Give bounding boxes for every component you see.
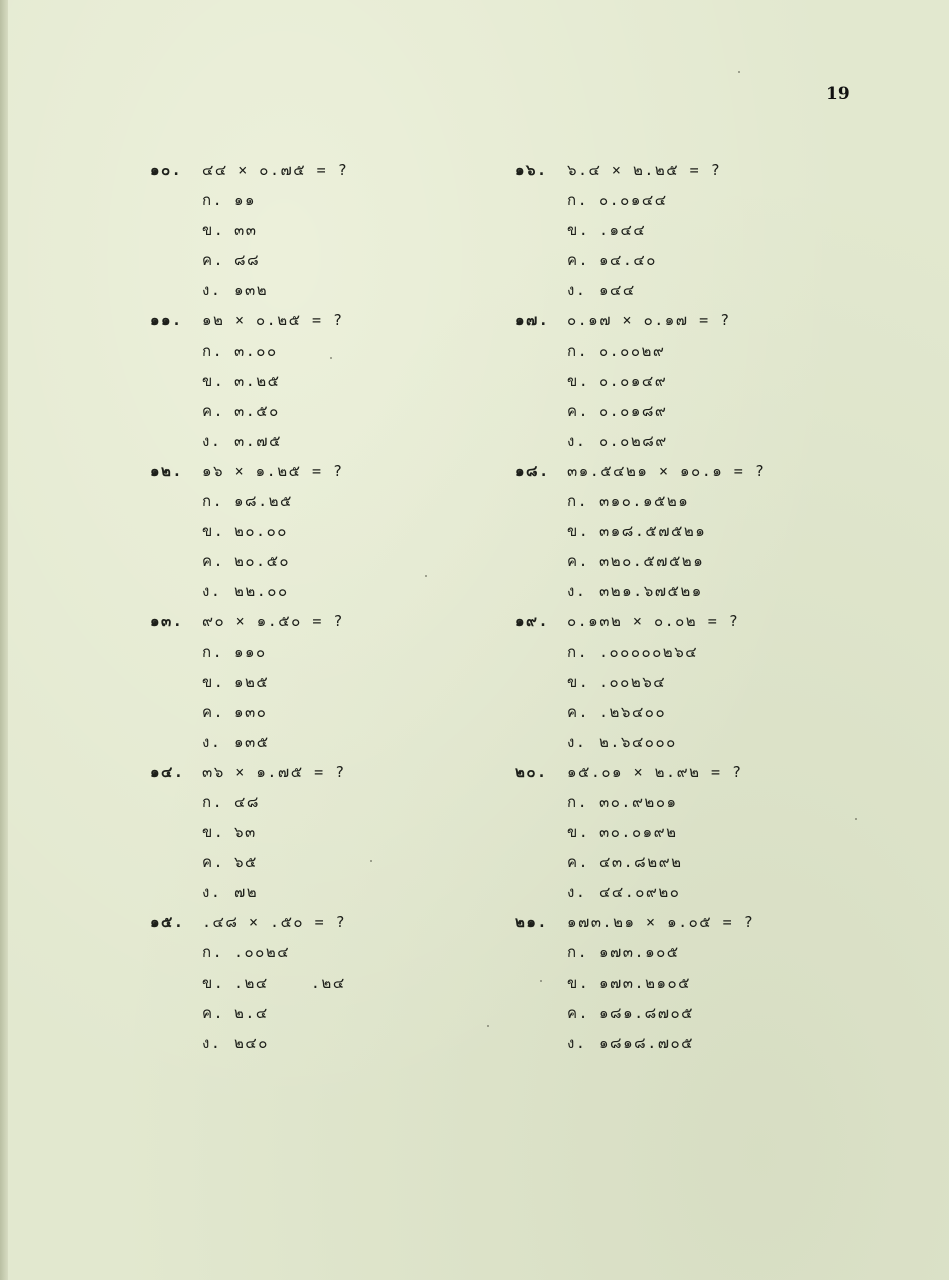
option-label: ค. bbox=[202, 251, 225, 270]
question-item bbox=[150, 606, 510, 756]
paper-speck bbox=[425, 575, 427, 577]
question-expression: ๑๕.๐๑ × ๒.๙๒ = ? bbox=[567, 762, 743, 781]
answer-option bbox=[515, 215, 875, 245]
answer-option bbox=[515, 426, 875, 456]
question-number: ๑๔. bbox=[150, 762, 185, 781]
answer-option bbox=[515, 667, 875, 697]
answer-option bbox=[150, 336, 510, 366]
right-question-column bbox=[515, 155, 875, 1058]
option-value: ๑๗๓.๒๑๐๕ bbox=[599, 973, 692, 992]
option-value: ๔๓.๘๒๙๒ bbox=[599, 853, 683, 872]
answer-option bbox=[515, 366, 875, 396]
option-label: ง. bbox=[202, 732, 222, 751]
option-value: ๑๓๐ bbox=[234, 702, 268, 721]
question-expression: ๑๒ × ๐.๒๕ = ? bbox=[202, 311, 344, 330]
option-label: ก. bbox=[202, 943, 224, 962]
option-value: .๐๐๒๖๔ bbox=[599, 672, 667, 691]
answer-option bbox=[515, 185, 875, 215]
option-label: ค. bbox=[567, 251, 590, 270]
option-label: ก. bbox=[202, 191, 224, 210]
answer-option bbox=[150, 396, 510, 426]
option-value: ๑๔๔ bbox=[599, 281, 636, 300]
question-expression: .๔๘ × .๕๐ = ? bbox=[202, 913, 347, 932]
option-value: ๑๘๑๘.๗๐๕ bbox=[599, 1033, 695, 1052]
option-value: ๔๔.๐๙๒๐ bbox=[599, 883, 681, 902]
option-label: ง. bbox=[567, 431, 587, 450]
option-label: ก. bbox=[567, 341, 589, 360]
option-label: ก. bbox=[567, 943, 589, 962]
option-label: ข. bbox=[567, 221, 590, 240]
question-item bbox=[150, 155, 510, 305]
option-label: ค. bbox=[567, 552, 590, 571]
answer-option bbox=[150, 937, 510, 967]
option-value: ๓๓ bbox=[234, 221, 258, 240]
option-label: ข. bbox=[567, 522, 590, 541]
option-value: .๒๖๔๐๐ bbox=[599, 702, 667, 721]
question-number: ๒๐. bbox=[515, 762, 548, 781]
answer-option bbox=[150, 637, 510, 667]
option-label: ก. bbox=[567, 191, 589, 210]
option-value: ๓๐.๐๑๙๒ bbox=[599, 823, 678, 842]
option-label: ค. bbox=[202, 853, 225, 872]
question-expression: ๐.๑๓๒ × ๐.๐๒ = ? bbox=[567, 612, 740, 631]
question-line bbox=[150, 155, 510, 185]
question-line bbox=[150, 757, 510, 787]
answer-option bbox=[515, 336, 875, 366]
answer-option bbox=[150, 546, 510, 576]
question-number: ๑๗. bbox=[515, 311, 550, 330]
question-line bbox=[515, 907, 875, 937]
answer-option bbox=[150, 486, 510, 516]
option-value: ๓.๕๐ bbox=[234, 401, 280, 420]
option-label: ง. bbox=[202, 431, 222, 450]
question-number: ๑๑. bbox=[150, 311, 183, 330]
option-label: ข. bbox=[567, 823, 590, 842]
question-expression: ๓๑.๕๔๒๑ × ๑๐.๑ = ? bbox=[567, 461, 766, 480]
option-label: ข. bbox=[202, 221, 225, 240]
answer-option bbox=[150, 787, 510, 817]
question-expression: ๑๗๓.๒๑ × ๑.๐๕ = ? bbox=[567, 913, 755, 932]
answer-option bbox=[150, 877, 510, 907]
question-item bbox=[150, 305, 510, 455]
answer-option bbox=[150, 998, 510, 1028]
answer-option bbox=[515, 275, 875, 305]
option-label: ค. bbox=[567, 702, 590, 721]
question-line bbox=[150, 456, 510, 486]
question-expression: ๑๖ × ๑.๒๕ = ? bbox=[202, 461, 344, 480]
option-label: ค. bbox=[567, 853, 590, 872]
option-label: ง. bbox=[567, 732, 587, 751]
question-expression: ๓๖ × ๑.๗๕ = ? bbox=[202, 762, 346, 781]
question-number: ๑๐. bbox=[150, 161, 183, 179]
question-number: ๑๙. bbox=[515, 612, 550, 631]
option-value: .๐๐๐๐๐๒๖๔ bbox=[599, 642, 699, 661]
question-line bbox=[150, 606, 510, 636]
answer-option bbox=[150, 1028, 510, 1058]
question-item bbox=[150, 757, 510, 907]
option-label: ก. bbox=[202, 642, 224, 661]
answer-option bbox=[150, 576, 510, 606]
paper-speck bbox=[370, 860, 372, 862]
question-number: ๒๑. bbox=[515, 913, 548, 932]
answer-option bbox=[150, 727, 510, 757]
answer-option bbox=[150, 215, 510, 245]
option-value: ๑๑ bbox=[234, 191, 257, 210]
option-value: ๓๑๐.๑๕๒๑ bbox=[599, 492, 690, 511]
answer-option bbox=[150, 275, 510, 305]
answer-option bbox=[515, 245, 875, 275]
answer-option bbox=[515, 697, 875, 727]
option-value: ๑๓๒ bbox=[234, 281, 269, 300]
option-value: ๓๑๘.๕๗๕๒๑ bbox=[599, 522, 707, 541]
option-value: ๓๒๐.๕๗๕๒๑ bbox=[599, 552, 705, 571]
option-label: ค. bbox=[567, 1003, 590, 1022]
answer-option bbox=[150, 697, 510, 727]
question-item bbox=[515, 456, 875, 606]
question-item bbox=[515, 757, 875, 907]
question-number: ๑๕. bbox=[150, 913, 185, 932]
answer-option bbox=[515, 968, 875, 998]
option-value: .๐๐๒๔ bbox=[234, 943, 291, 962]
option-label: ก. bbox=[202, 341, 224, 360]
option-value: ๖๕ bbox=[234, 853, 258, 872]
option-value: ๒๐.๐๐ bbox=[234, 522, 288, 541]
option-value: ๑๓๕ bbox=[234, 732, 270, 751]
option-label: ข. bbox=[202, 522, 225, 541]
option-value: ๐.๐๑๔๙ bbox=[599, 371, 668, 390]
option-value: ๐.๐๐๒๙ bbox=[599, 341, 666, 360]
answer-option bbox=[150, 667, 510, 697]
question-item bbox=[515, 305, 875, 455]
left-question-column bbox=[150, 155, 510, 1058]
option-label: ข. bbox=[567, 973, 590, 992]
option-label: ก. bbox=[567, 492, 589, 511]
answer-option bbox=[515, 576, 875, 606]
option-label: ข. bbox=[202, 672, 225, 691]
option-value: ๑๘๑.๘๗๐๕ bbox=[599, 1003, 695, 1022]
option-label: ก. bbox=[567, 642, 589, 661]
option-value: ๒๐.๕๐ bbox=[234, 552, 291, 571]
option-value: .๑๔๔ bbox=[599, 221, 647, 240]
option-label: ง. bbox=[567, 281, 587, 300]
paper-speck bbox=[738, 71, 740, 73]
answer-option bbox=[150, 516, 510, 546]
option-value: ๑๗๓.๑๐๕ bbox=[599, 943, 680, 962]
question-number: ๑๘. bbox=[515, 461, 550, 480]
option-value: ๓.๒๕ bbox=[234, 371, 281, 390]
question-expression: ๙๐ × ๑.๕๐ = ? bbox=[202, 612, 344, 631]
option-label: ง. bbox=[202, 281, 222, 300]
question-line bbox=[515, 757, 875, 787]
option-label: ก. bbox=[567, 792, 589, 811]
option-label: ง. bbox=[202, 883, 222, 902]
option-value: ๑๘.๒๕ bbox=[234, 492, 293, 511]
answer-option bbox=[515, 877, 875, 907]
option-value: ๑๒๕ bbox=[234, 672, 270, 691]
question-number: ๑๖. bbox=[515, 161, 548, 179]
option-value: ๓.๗๕ bbox=[234, 431, 282, 450]
answer-option bbox=[515, 486, 875, 516]
answer-option bbox=[515, 637, 875, 667]
paper-speck bbox=[855, 818, 857, 820]
answer-option bbox=[515, 1028, 875, 1058]
option-label: ค. bbox=[567, 401, 590, 420]
answer-option bbox=[150, 817, 510, 847]
answer-option bbox=[150, 968, 510, 998]
option-label: ง. bbox=[567, 582, 587, 601]
page-number: 19 bbox=[826, 84, 850, 104]
answer-option bbox=[515, 817, 875, 847]
option-value: ๘๘ bbox=[234, 251, 261, 270]
option-value: ๒.๔ bbox=[234, 1003, 269, 1022]
option-value: .๒๔ .๒๔ bbox=[234, 973, 346, 992]
question-item bbox=[150, 907, 510, 1057]
answer-option bbox=[515, 516, 875, 546]
option-label: ง. bbox=[567, 1033, 587, 1052]
answer-option bbox=[150, 426, 510, 456]
answer-option bbox=[515, 546, 875, 576]
paper-speck bbox=[487, 1025, 489, 1027]
paper-speck bbox=[540, 980, 542, 982]
option-label: ข. bbox=[567, 371, 590, 390]
question-line bbox=[515, 155, 875, 185]
option-value: ๗๒ bbox=[234, 883, 259, 902]
option-value: ๒๒.๐๐ bbox=[234, 582, 289, 601]
option-value: ๐.๐๑๔๔ bbox=[599, 191, 668, 210]
option-label: ค. bbox=[202, 702, 225, 721]
option-value: ๓๐.๙๒๐๑ bbox=[599, 792, 678, 811]
answer-option bbox=[515, 937, 875, 967]
option-label: ค. bbox=[202, 401, 225, 420]
option-label: ข. bbox=[202, 973, 225, 992]
question-line bbox=[515, 305, 875, 335]
option-label: ง. bbox=[202, 1033, 222, 1052]
question-item bbox=[515, 606, 875, 756]
answer-option bbox=[150, 245, 510, 275]
question-line bbox=[150, 907, 510, 937]
option-label: ข. bbox=[202, 823, 225, 842]
answer-option bbox=[150, 847, 510, 877]
option-value: ๐.๐๒๘๙ bbox=[599, 431, 668, 450]
answer-option bbox=[515, 787, 875, 817]
option-label: ก. bbox=[202, 492, 224, 511]
option-value: ๓๒๑.๖๗๕๒๑ bbox=[599, 582, 703, 601]
option-label: ก. bbox=[202, 792, 224, 811]
answer-option bbox=[515, 727, 875, 757]
option-value: ๒.๖๔๐๐๐ bbox=[599, 732, 677, 751]
paper-speck bbox=[330, 357, 332, 359]
question-expression: ๐.๑๗ × ๐.๑๗ = ? bbox=[567, 311, 731, 330]
question-item bbox=[515, 907, 875, 1057]
question-number: ๑๓. bbox=[150, 612, 184, 631]
answer-option bbox=[515, 998, 875, 1028]
question-line bbox=[515, 606, 875, 636]
question-item bbox=[515, 155, 875, 305]
question-expression: ๔๔ × ๐.๗๕ = ? bbox=[202, 161, 349, 179]
question-expression: ๖.๔ × ๒.๒๕ = ? bbox=[567, 161, 722, 179]
option-label: ค. bbox=[202, 552, 225, 571]
option-value: ๑๔.๔๐ bbox=[599, 251, 657, 270]
answer-option bbox=[150, 185, 510, 215]
option-value: ๐.๐๑๘๙ bbox=[599, 401, 668, 420]
option-label: ข. bbox=[202, 371, 225, 390]
option-label: ง. bbox=[202, 582, 222, 601]
question-line bbox=[515, 456, 875, 486]
option-value: ๔๘ bbox=[234, 792, 260, 811]
question-item bbox=[150, 456, 510, 606]
option-label: ข. bbox=[567, 672, 590, 691]
page-edge bbox=[0, 0, 8, 1280]
option-value: ๖๓ bbox=[234, 823, 257, 842]
answer-option bbox=[515, 847, 875, 877]
option-value: ๒๔๐ bbox=[234, 1033, 269, 1052]
option-value: ๓.๐๐ bbox=[234, 341, 278, 360]
option-label: ง. bbox=[567, 883, 587, 902]
option-label: ค. bbox=[202, 1003, 225, 1022]
question-number: ๑๒. bbox=[150, 461, 183, 480]
option-value: ๑๑๐ bbox=[234, 642, 267, 661]
answer-option bbox=[515, 396, 875, 426]
question-line bbox=[150, 305, 510, 335]
answer-option bbox=[150, 366, 510, 396]
